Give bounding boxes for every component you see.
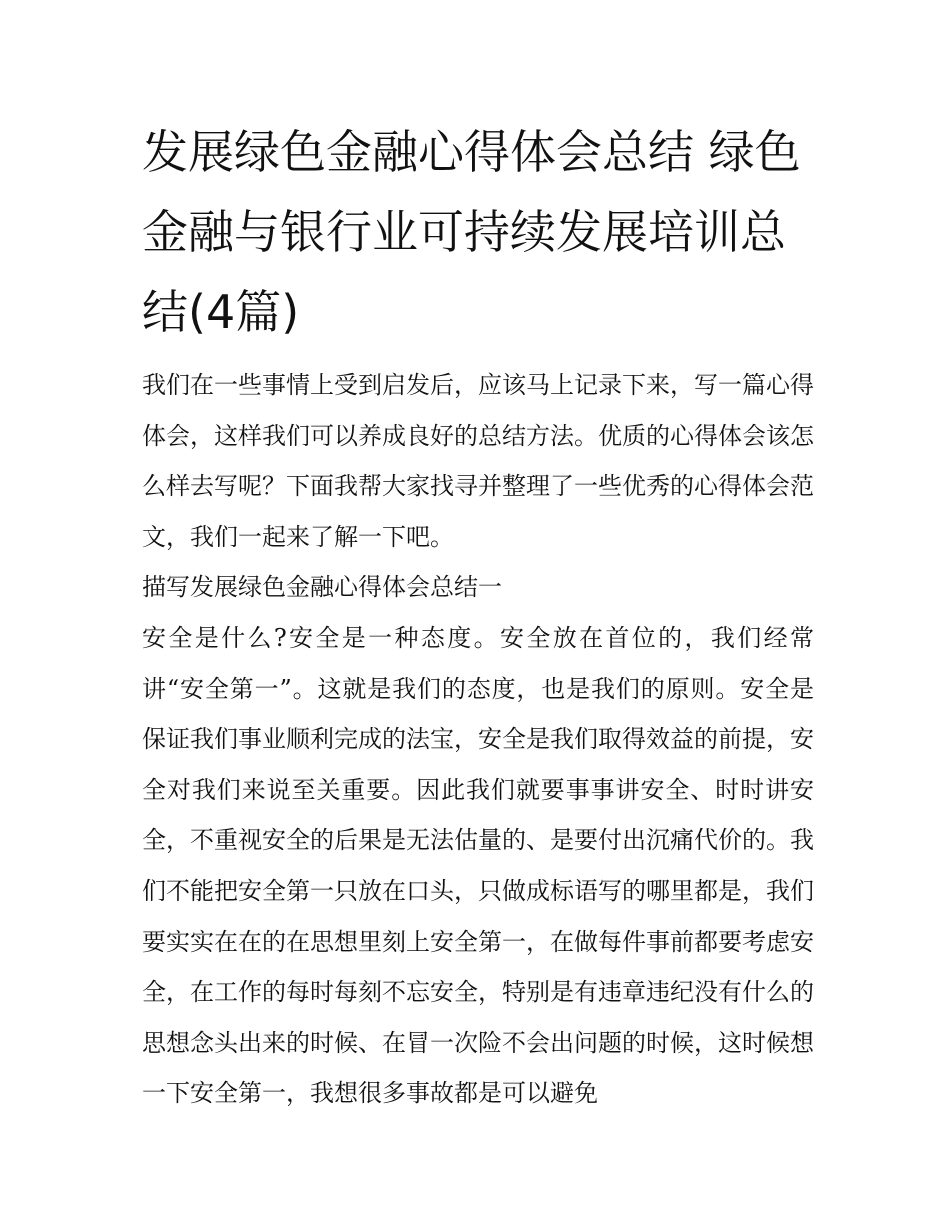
- section-heading: 描写发展绿色金融心得体会总结一: [142, 573, 502, 602]
- intro-paragraph: 我们在一些事情上受到启发后，应该马上记录下来，写一篇心得体会，这样我们可以养成良好的总结方法。优质的心得体会该怎么样去写呢？下面我帮大家找寻并整理了一些优秀的心得体会范文，我们一起来了解一下吧。: [142, 371, 814, 551]
- document-body: [142, 112, 814, 1119]
- body-paragraph: 安全是什么?安全是一种态度。安全放在首位的，我们经常讲“安全第一”。这就是我们的态度，也是我们的原则。安全是保证我们事业顺利完成的法宝，安全是我们取得效益的前提，安全对我们来说至关重要。因此我们就要事事讲安全、时时讲安全，不重视安全的后果是无法估量的、是要付出沉痛代价的。我们不能把安全第一只放在口头，只做成标语写的哪里都是，我们要实实在在的在思想里刻上安全第一，在做每件事前都要考虑安全，在工作的每时每刻不忘安全，特别是有违章违纪没有什么的思想念头出来的时候、在冒一次险不会出问题的时候，这时候想一下安全第一，我想很多事故都是可以避免: [142, 623, 814, 1108]
- document-title: 发展绿色金融心得体会总结 绿色金融与银行业可持续发展培训总结(4篇): [142, 125, 801, 339]
